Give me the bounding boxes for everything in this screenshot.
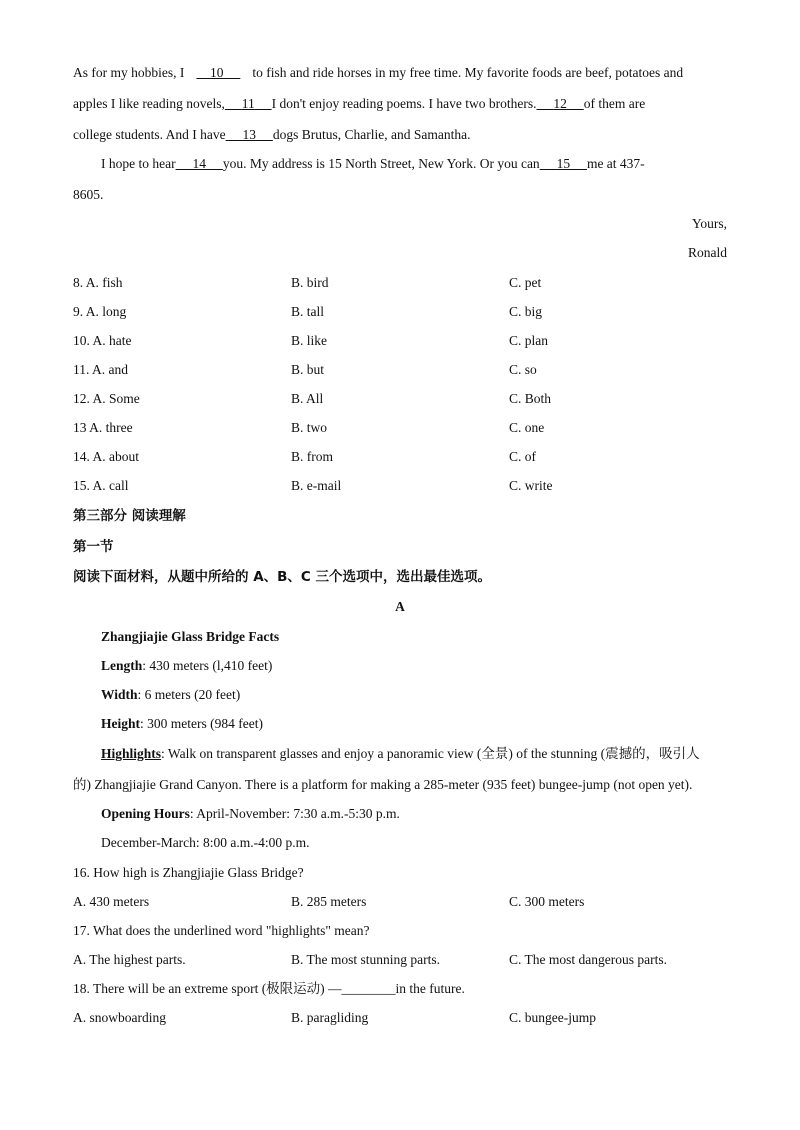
option-b: B. e-mail xyxy=(291,478,342,493)
option-c: C. write xyxy=(509,478,553,493)
letter-line-2 xyxy=(73,95,645,113)
choice-c: C. The most dangerous parts. xyxy=(509,952,667,967)
option-b: B. from xyxy=(291,449,333,464)
option-b: B. like xyxy=(291,333,327,348)
option-a: 8. A. fish xyxy=(73,275,123,290)
text: me at 437- xyxy=(586,156,645,171)
section-sub-title: 第一节 xyxy=(73,539,114,555)
fact-highlights-cont: 的) Zhangjiajie Grand Canyon. There is a platform for making a 285-meter (935 feet) bungee-jump (not open yet). xyxy=(73,777,693,792)
text: college students. And I have xyxy=(73,127,226,142)
fact-label: Length xyxy=(101,658,143,673)
letter-signature: Ronald xyxy=(688,245,727,260)
option-a: 11. A. and xyxy=(73,362,128,377)
fact-value: : 6 meters (20 feet) xyxy=(137,687,241,702)
option-c: C. so xyxy=(509,362,537,377)
text: of them are xyxy=(583,96,646,111)
option-b: B. All xyxy=(291,391,324,406)
letter-line-1 xyxy=(73,64,683,82)
fact-label: Height xyxy=(101,716,140,731)
option-c: C. Both xyxy=(509,391,552,406)
choice-a: A. 430 meters xyxy=(73,894,150,909)
letter-line-3 xyxy=(73,126,470,144)
text: I don't enjoy reading poems. I have two brothers. xyxy=(271,96,537,111)
fact-hours xyxy=(101,805,400,823)
question-stem: 17. What does the underlined word "highlights" mean? xyxy=(73,923,370,938)
text: to fish and ride horses in my free time. My favorite foods are beef, potatoes and xyxy=(252,65,684,80)
choice-a: A. The highest parts. xyxy=(73,952,186,967)
text: I hope to hear xyxy=(101,156,176,171)
section-part-title: 第三部分 阅读理解 xyxy=(73,508,186,524)
text: apples I like reading novels, xyxy=(73,96,225,111)
choice-a: A. snowboarding xyxy=(73,1010,166,1025)
option-c: C. pet xyxy=(509,275,542,290)
text: As for my hobbies, I xyxy=(73,65,185,80)
option-a: 12. A. Some xyxy=(73,391,140,406)
letter-line-5: 8605. xyxy=(73,187,104,202)
choice-b: B. The most stunning parts. xyxy=(291,952,441,967)
option-a: 10. A. hate xyxy=(73,333,132,348)
option-b: B. tall xyxy=(291,304,324,319)
option-c: C. big xyxy=(509,304,543,319)
option-b: B. but xyxy=(291,362,325,377)
choice-c: C. 300 meters xyxy=(509,894,585,909)
blank-12: 12 xyxy=(553,96,567,111)
passage-letter: A xyxy=(395,599,405,614)
fact-value: : 300 meters (984 feet) xyxy=(140,716,263,731)
option-a: 14. A. about xyxy=(73,449,139,464)
option-c: C. of xyxy=(509,449,536,464)
letter-closing: Yours, xyxy=(691,216,727,231)
option-a: 9. A. long xyxy=(73,304,127,319)
fact-height xyxy=(101,715,263,733)
option-a: 15. A. call xyxy=(73,478,129,493)
fact-highlights xyxy=(101,745,700,763)
option-c: C. one xyxy=(509,420,545,435)
fact-label: Width xyxy=(101,687,138,702)
choice-c: C. bungee-jump xyxy=(509,1010,596,1025)
fact-hours-winter: December-March: 8:00 a.m.-4:00 p.m. xyxy=(101,835,310,850)
choice-b: B. 285 meters xyxy=(291,894,367,909)
blank-11: 11 xyxy=(241,96,255,111)
facts-title: Zhangjiajie Glass Bridge Facts xyxy=(101,629,280,644)
blank-14: 14 xyxy=(192,156,206,171)
choice-b: B. paragliding xyxy=(291,1010,369,1025)
section-instruction: 阅读下面材料，从题中所给的 A、B、C 三个选项中，选出最佳选项。 xyxy=(73,569,492,585)
letter-line-4 xyxy=(101,155,645,173)
option-b: B. bird xyxy=(291,275,329,290)
fact-label-underlined: Highlights xyxy=(101,746,162,761)
fact-value: : 430 meters (l,410 feet) xyxy=(142,658,273,673)
text: dogs Brutus, Charlie, and Samantha. xyxy=(272,127,471,142)
option-a: 13 A. three xyxy=(73,420,133,435)
question-stem: 16. How high is Zhangjiajie Glass Bridge? xyxy=(73,865,304,880)
blank-13: 13 xyxy=(242,127,256,142)
option-b: B. two xyxy=(291,420,328,435)
option-c: C. plan xyxy=(509,333,548,348)
fact-width xyxy=(101,686,240,704)
fact-value: : April-November: 7:30 a.m.-5:30 p.m. xyxy=(189,806,400,821)
question-stem: 18. There will be an extreme sport (极限运动) —________in the future. xyxy=(73,981,465,996)
fact-label: Opening Hours xyxy=(101,806,190,821)
text: you. My address is 15 North Street, New York. Or you can xyxy=(222,156,540,171)
blank-10: 10 xyxy=(209,65,224,80)
blank-15: 15 xyxy=(556,156,571,171)
fact-value: : Walk on transparent glasses and enjoy a panoramic view (全景) of the stunning (震撼的，吸引人 xyxy=(161,746,700,761)
fact-length xyxy=(101,657,272,675)
